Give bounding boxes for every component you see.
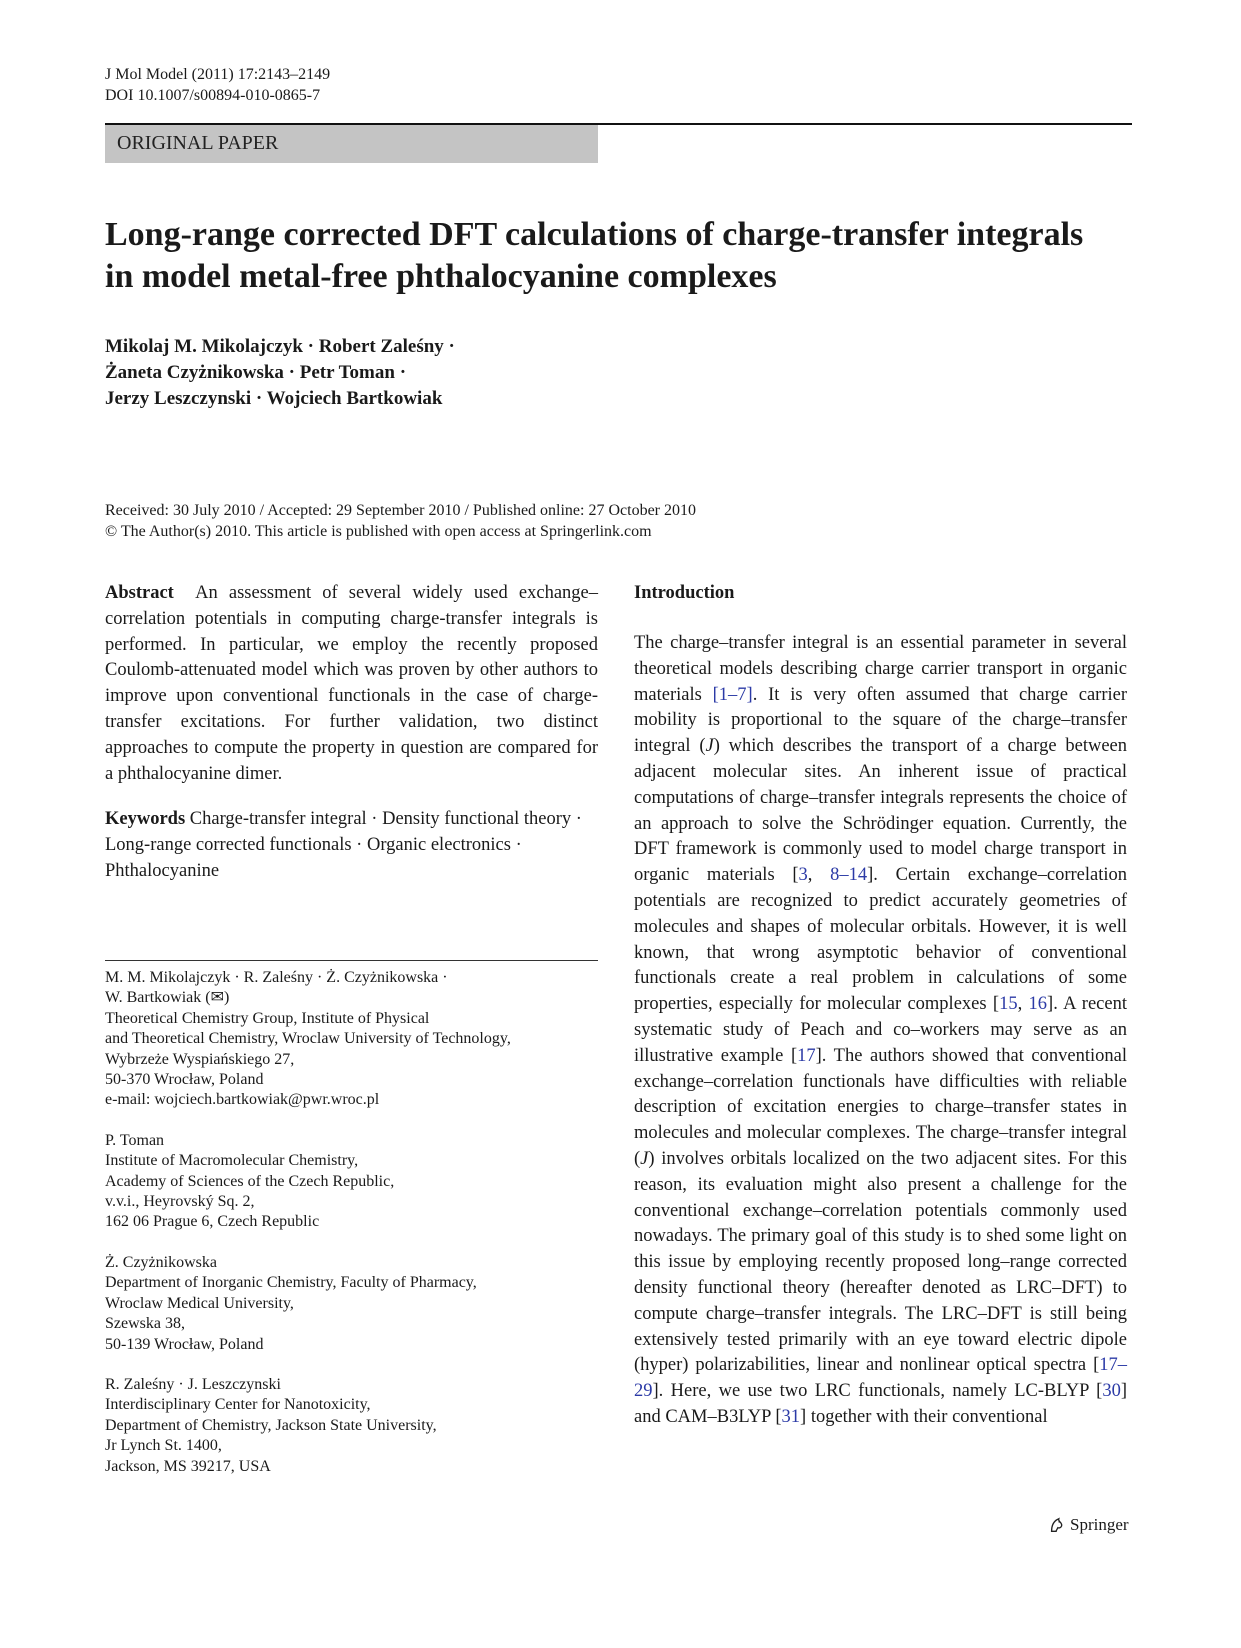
section-label: ORIGINAL PAPER	[117, 132, 279, 154]
affiliation-line: 50-370 Wrocław, Poland	[105, 1071, 264, 1089]
affiliation-line: W. Bartkowiak (✉)	[105, 989, 230, 1007]
author-line: Jerzy Leszczynski · Wojciech Bartkowiak	[105, 388, 443, 409]
abstract-text: An assessment of several widely used exchange–correlation potentials in computing charge-transfer integrals is performed. In particular, we employ the recently proposed Coulomb-attenuated model which was proven by other authors to improve upon conventional functionals in the case of charge-transfer excitations. For further validation, two distinct approaches to compute the property in question are compared for a phthalocyanine dimer.	[105, 583, 598, 784]
affiliation-line: Department of Chemistry, Jackson State University,	[105, 1416, 437, 1434]
reference-link[interactable]: 30	[1102, 1381, 1121, 1402]
affiliation-line: Department of Inorganic Chemistry, Faculty of Pharmacy,	[105, 1274, 477, 1292]
publication-dates	[105, 500, 696, 542]
intro-text-run: ) involves orbitals localized on the two adjacent sites. For this reason, its evaluation might also present a challenge for the conventional exchange–correlation potentials commonly used nowadays. The primary goal of this study is to shed some light on this issue by employing recently proposed long–range corrected density functional theory (hereafter denoted as LRC–DFT) to compute charge–transfer integrals. The LRC–DFT is still being extensively tested primarily with an eye toward electric dipole (hyper) polarizabilities, linear and nonlinear optical spectra [	[634, 1148, 1127, 1376]
journal-citation: J Mol Model (2011) 17:2143–2149	[105, 66, 331, 83]
symbol-italic: J	[705, 736, 714, 757]
affiliation-block	[105, 968, 598, 1111]
date-history: Received: 30 July 2010 / Accepted: 29 September 2010 / Published online: 27 October 2010	[105, 502, 697, 519]
copyright-line: © The Author(s) 2010. This article is published with open access at Springerlink.com	[105, 523, 652, 540]
affiliation-line: Jackson, MS 39217, USA	[105, 1457, 271, 1475]
springer-horse-icon	[1048, 1516, 1066, 1534]
intro-text-run: ]. Here, we use two LRC functionals, namely LC-BLYP [	[652, 1381, 1103, 1402]
keywords	[105, 807, 598, 884]
keywords-text: Charge-transfer integral · Density functional theory · Long-range corrected functionals · Organic electronics · Phthalocyanine	[105, 809, 582, 881]
intro-text-run: ,	[1017, 994, 1029, 1015]
introduction-heading: Introduction	[634, 583, 735, 603]
affiliation-line: Jr Lynch St. 1400,	[105, 1437, 222, 1455]
intro-text-run: ]. A recent systematic study of Peach and co–workers may serve as an illustrative example [	[634, 994, 1127, 1066]
left-column	[105, 581, 598, 885]
author-line: Żaneta Czyżnikowska · Petr Toman ·	[105, 362, 407, 383]
intro-text-run: ) which describes the transport of a charge between adjacent molecular sites. An inherent issue of practical computations of charge–transfer integrals represents the choice of an approach to solve the Schrödinger equation. Currently, the DFT framework is commonly used to model charge transport in organic materials [	[634, 736, 1127, 886]
affiliation-line: e-mail: wojciech.bartkowiak@pwr.wroc.pl	[105, 1091, 380, 1109]
section-band	[105, 125, 598, 163]
reference-link[interactable]: 16	[1028, 994, 1048, 1015]
intro-text-run: . It is very often assumed that charge carrier mobility is proportional to the square of the charge–transfer integral (	[634, 684, 1127, 757]
reference-link[interactable]: 31	[781, 1406, 801, 1427]
abstract	[105, 581, 598, 787]
affiliations	[105, 968, 598, 1497]
publisher-name: Springer	[1070, 1515, 1129, 1534]
affiliation-line: R. Zaleśny · J. Leszczynski	[105, 1375, 281, 1393]
affiliation-line: Wroclaw Medical University,	[105, 1294, 294, 1312]
affiliation-line: 162 06 Prague 6, Czech Republic	[105, 1213, 320, 1231]
reference-link[interactable]: 8–14	[830, 865, 868, 886]
affiliation-line: Szewska 38,	[105, 1315, 185, 1333]
intro-text-run: ] and CAM–B3LYP [	[634, 1381, 1127, 1427]
reference-link[interactable]: 17	[797, 1045, 816, 1066]
affiliation-line: P. Toman	[105, 1131, 165, 1149]
reference-link[interactable]: 15	[999, 994, 1018, 1015]
affiliation-line: Academy of Sciences of the Czech Republic,	[105, 1172, 395, 1190]
reference-link[interactable]: 17–29	[634, 1355, 1127, 1402]
intro-text-run: ] together with their conventional	[800, 1406, 1048, 1427]
journal-info	[105, 64, 330, 106]
right-column	[634, 581, 1127, 1431]
affiliation-line: Ż. Czyżnikowska	[105, 1253, 217, 1271]
journal-doi: DOI 10.1007/s00894-010-0865-7	[105, 87, 321, 104]
abstract-label: Abstract	[105, 583, 174, 603]
symbol-italic: J	[640, 1148, 649, 1169]
intro-text-run: ]. The authors showed that conventional exchange–correlation functionals have difficulties with reliable description of excitation energies to charge–transfer states in molecules and molecular complexes. The charge–transfer integral (	[634, 1045, 1127, 1169]
affiliation-line: Interdisciplinary Center for Nanotoxicity,	[105, 1396, 371, 1414]
introduction-text	[634, 631, 1127, 1431]
affiliation-line: Theoretical Chemistry Group, Institute of Physical	[105, 1009, 430, 1027]
affiliation-line: M. M. Mikolajczyk · R. Zaleśny · Ż. Czyżnikowska ·	[105, 969, 448, 986]
affiliation-block	[105, 1253, 598, 1355]
reference-link[interactable]: [1–7]	[712, 684, 753, 705]
intro-text-run: The charge–transfer integral is an essential parameter in several theoretical models describing charge carrier transport in organic materials	[634, 633, 1127, 705]
author-line: Mikolaj M. Mikolajczyk · Robert Zaleśny ·	[105, 336, 455, 357]
affiliation-block	[105, 1375, 598, 1477]
affiliation-line: 50-139 Wrocław, Poland	[105, 1335, 264, 1353]
author-list	[105, 334, 455, 412]
affiliation-rule	[105, 960, 598, 961]
reference-link[interactable]: 3	[798, 865, 808, 886]
affiliation-line: Wybrzeże Wyspiańskiego 27,	[105, 1050, 295, 1068]
keywords-label: Keywords	[105, 809, 186, 830]
intro-text-run: ,	[807, 865, 831, 886]
affiliation-line: and Theoretical Chemistry, Wroclaw University of Technology,	[105, 1030, 511, 1048]
publisher-logo	[1048, 1515, 1129, 1535]
affiliation-block	[105, 1131, 598, 1233]
affiliation-line: Institute of Macromolecular Chemistry,	[105, 1152, 359, 1170]
affiliation-line: v.v.i., Heyrovský Sq. 2,	[105, 1193, 255, 1211]
intro-text-run: ]. Certain exchange–correlation potentials are recognized to predict accurately geometries of molecules and shapes of molecular orbitals. However, it is well known, that wrong asymptotic behavior of conventional functionals create a real problem in calculations of some properties, especially for molecular complexes [	[634, 865, 1128, 1015]
article-title: Long-range corrected DFT calculations of charge-transfer integrals in model metal-free phthalocyanine complexes	[105, 216, 1084, 295]
